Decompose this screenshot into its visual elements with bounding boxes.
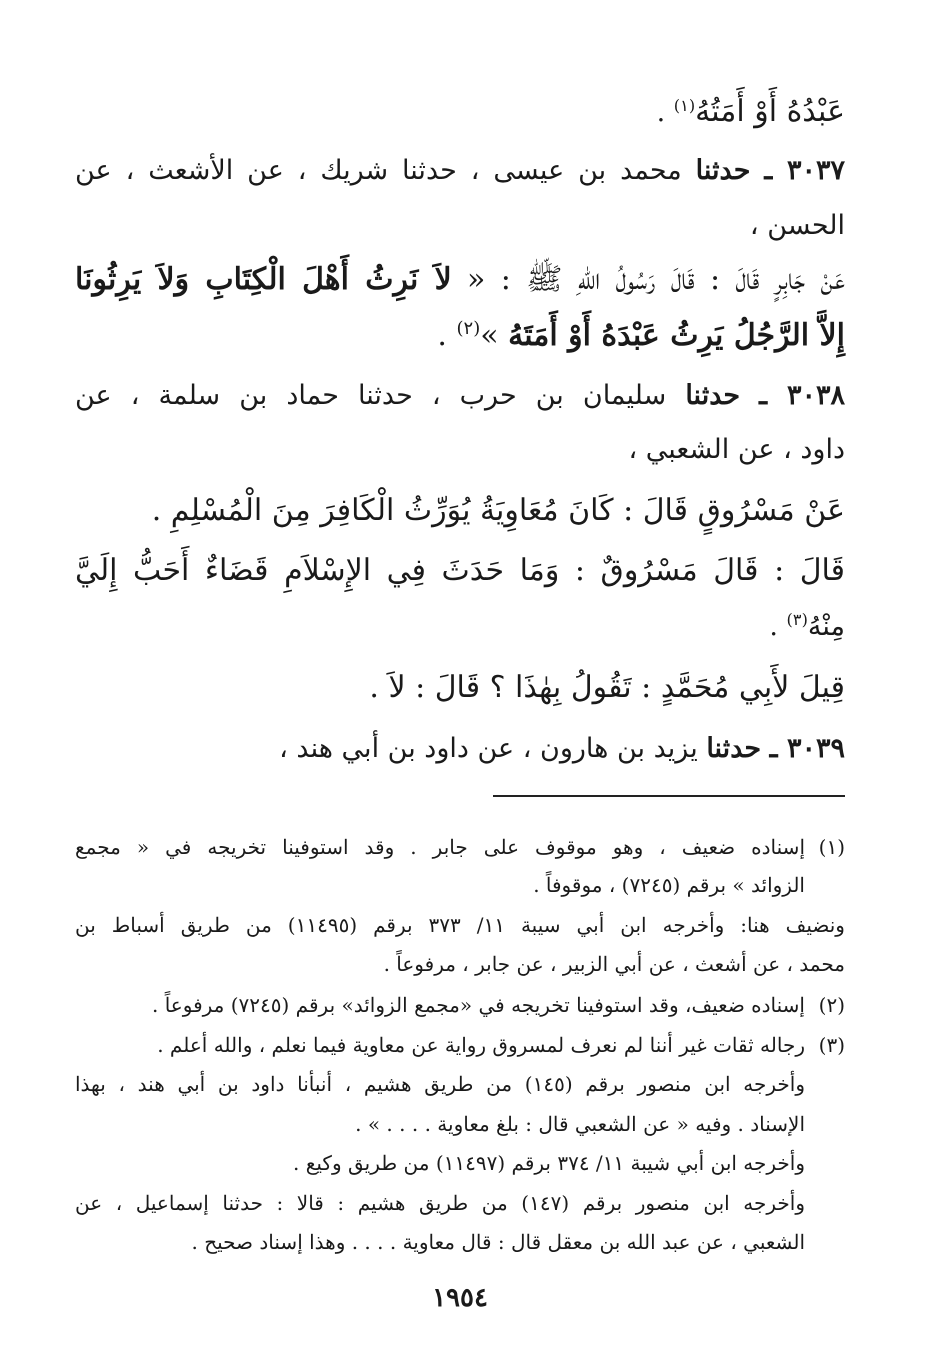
continuation-line: عَبْدُهُ أَوْ أَمَتُهُ$^{(١)}$ . xyxy=(656,94,845,129)
footnote-ref: (٢) xyxy=(456,318,481,339)
footnote-ref: (٣) xyxy=(786,610,808,629)
hadith-3037-matn-line-2: إِلاَّ الرَّجُلُ يَرِثُ عَبْدَهُ أَوْ أَمَتَهُ »$^{(٢)}$ . xyxy=(437,318,845,353)
hadith-3038-matn-line-1: عَنْ مَسْرُوقٍ قَالَ : كَانَ مُعَاوِيَةُ يُوَرِّثُ الْكَافِرَ مِنَ الْمُسْلِمِ . xyxy=(151,493,845,528)
hadith-number: ٣٠٣٨ ـ xyxy=(759,380,845,411)
footnote-number: (٣) xyxy=(818,1033,845,1057)
footnote-separator xyxy=(493,795,845,797)
footnote-number: (٢) xyxy=(818,993,845,1017)
hadith-3039-isnad-line-1: ٣٠٣٩ ـ حدثنا يزيد بن هارون ، عن داود بن أبي هند ، xyxy=(279,733,845,764)
footnote-ref: (١) xyxy=(673,96,696,115)
footnote-number: (١) xyxy=(818,835,845,859)
hadith-3038-matn-line-3: مِنْهُ$^{(٣)}$ . xyxy=(769,610,845,642)
hadith-3038-matn-line-2: قَالَ : قَالَ مَسْرُوقٌ : وَمَا حَدَثَ فِي الإِسْلاَمِ قَضَاءٌ أَحَبُّ إِلَيَّ xyxy=(75,553,845,588)
hadith-3037-isnad-line-1: ٣٠٣٧ ـ حدثنا محمد بن عيسى ، حدثنا شريك ، عن الأشعث ، عن xyxy=(75,155,845,186)
hadith-3037-isnad-line-2: الحسن ، xyxy=(749,210,845,241)
hadith-number: ٣٠٣٩ ـ xyxy=(769,733,845,764)
hadith-3038-matn-line-4: قِيلَ لأَبِي مُحَمَّدٍ : تَقُولُ بِهٰذَا ؟ قَالَ : لاَ . xyxy=(369,670,845,705)
hadith-3037-matn-line-1: عَنْ جَابِرٍ قَالَ : قَالَ رَسُولُ اللهِ ﷺ : « لاَ نَرِثُ أَهْلَ الْكِتَابِ وَلاَ يَرِثُونَا xyxy=(75,262,845,297)
hadith-3038-isnad-line-1: ٣٠٣٨ ـ حدثنا سليمان بن حرب ، حدثنا حماد بن سلمة ، عن xyxy=(75,380,845,411)
page-number: ١٩٥٤ xyxy=(432,1283,488,1313)
hadith-3038-isnad-line-2: داود ، عن الشعبي ، xyxy=(628,434,845,465)
hadith-number: ٣٠٣٧ ـ xyxy=(764,155,845,186)
book-page: عَبْدُهُ أَوْ أَمَتُهُ$^{(١)}$ . ٣٠٣٧ ـ حدثنا محمد بن عيسى ، حدثنا شريك ، عن الأشعث ، عن الحسن ، عَنْ جَابِرٍ قَالَ : قَالَ رَسُولُ اللهِ ﷺ : « لاَ نَرِثُ أَهْلَ الْكِتَابِ وَلاَ يَرِثُونَا إِلاَّ الرَّجُلُ يَرِثُ عَبْدَهُ أَوْ أَمَتَهُ »$^{(٢)}$ . ٣٠٣٨ ـ حدثنا سليمان بن حرب ، حدثنا حماد بن سلمة ، عن داود ، عن الشعبي ، عَنْ مَسْرُوقٍ قَالَ : كَانَ مُعَاوِيَةُ يُوَرِّثُ الْكَافِرَ مِنَ الْمُسْلِمِ . قَالَ : قَالَ مَسْرُوقٌ : وَمَا حَدَثَ فِي الإِسْلاَمِ قَضَاءٌ أَحَبُّ إِلَيَّ مِنْهُ$^{(٣)}$ . قِيلَ لأَبِي مُحَمَّدٍ : تَقُولُ بِهٰذَا ؟ قَالَ : لاَ . ٣٠٣٩ ـ حدثنا يزيد بن هارون ، عن داود بن أبي هند ، (١) إسناده ضعيف ، وهو موقوف على جابر . وقد استوفينا تخريجه في « مجمع الزوائد » برقم (٧٢٤٥) ، موقوفاً . ونضيف هنا: وأخرجه ابن أبي سيبة ١١/ ٣٧٣ برقم (١١٤٩٥) من طريق أسباط بن محمد ، عن أشعث ، عن أبي الزبير ، عن جابر ، مرفوعاً . (٢) إسناده ضعيف، وقد استوفينا تخريجه في «مجمع الزوائد» برقم (٧٢٤٥) مرفوعاً . (٣) رجاله ثقات غير أننا لم نعرف لمسروق رواية عن معاوية فيما نعلم ، والله أعلم . وأخرجه ابن منصور برقم (١٤٥) من طريق هشيم ، أنبأنا داود بن أبي هند ، بهذا الإسناد . وفيه « عن الشعبي قال : بلغ معاوية . . . . » . وأخرجه ابن أبي شيبة ١١/ ٣٧٤ برقم (١١٤٩٧) من طريق وكيع . وأخرجه ابن منصور برقم (١٤٧) من طريق هشيم : قالا : حدثنا إسماعيل ، عن الشعبي ، عن عبد الله بن معقل قال : قال معاوية . . . . وهذا إسناد صحيح . ١٩٥٤ xyxy=(75,94,845,1313)
